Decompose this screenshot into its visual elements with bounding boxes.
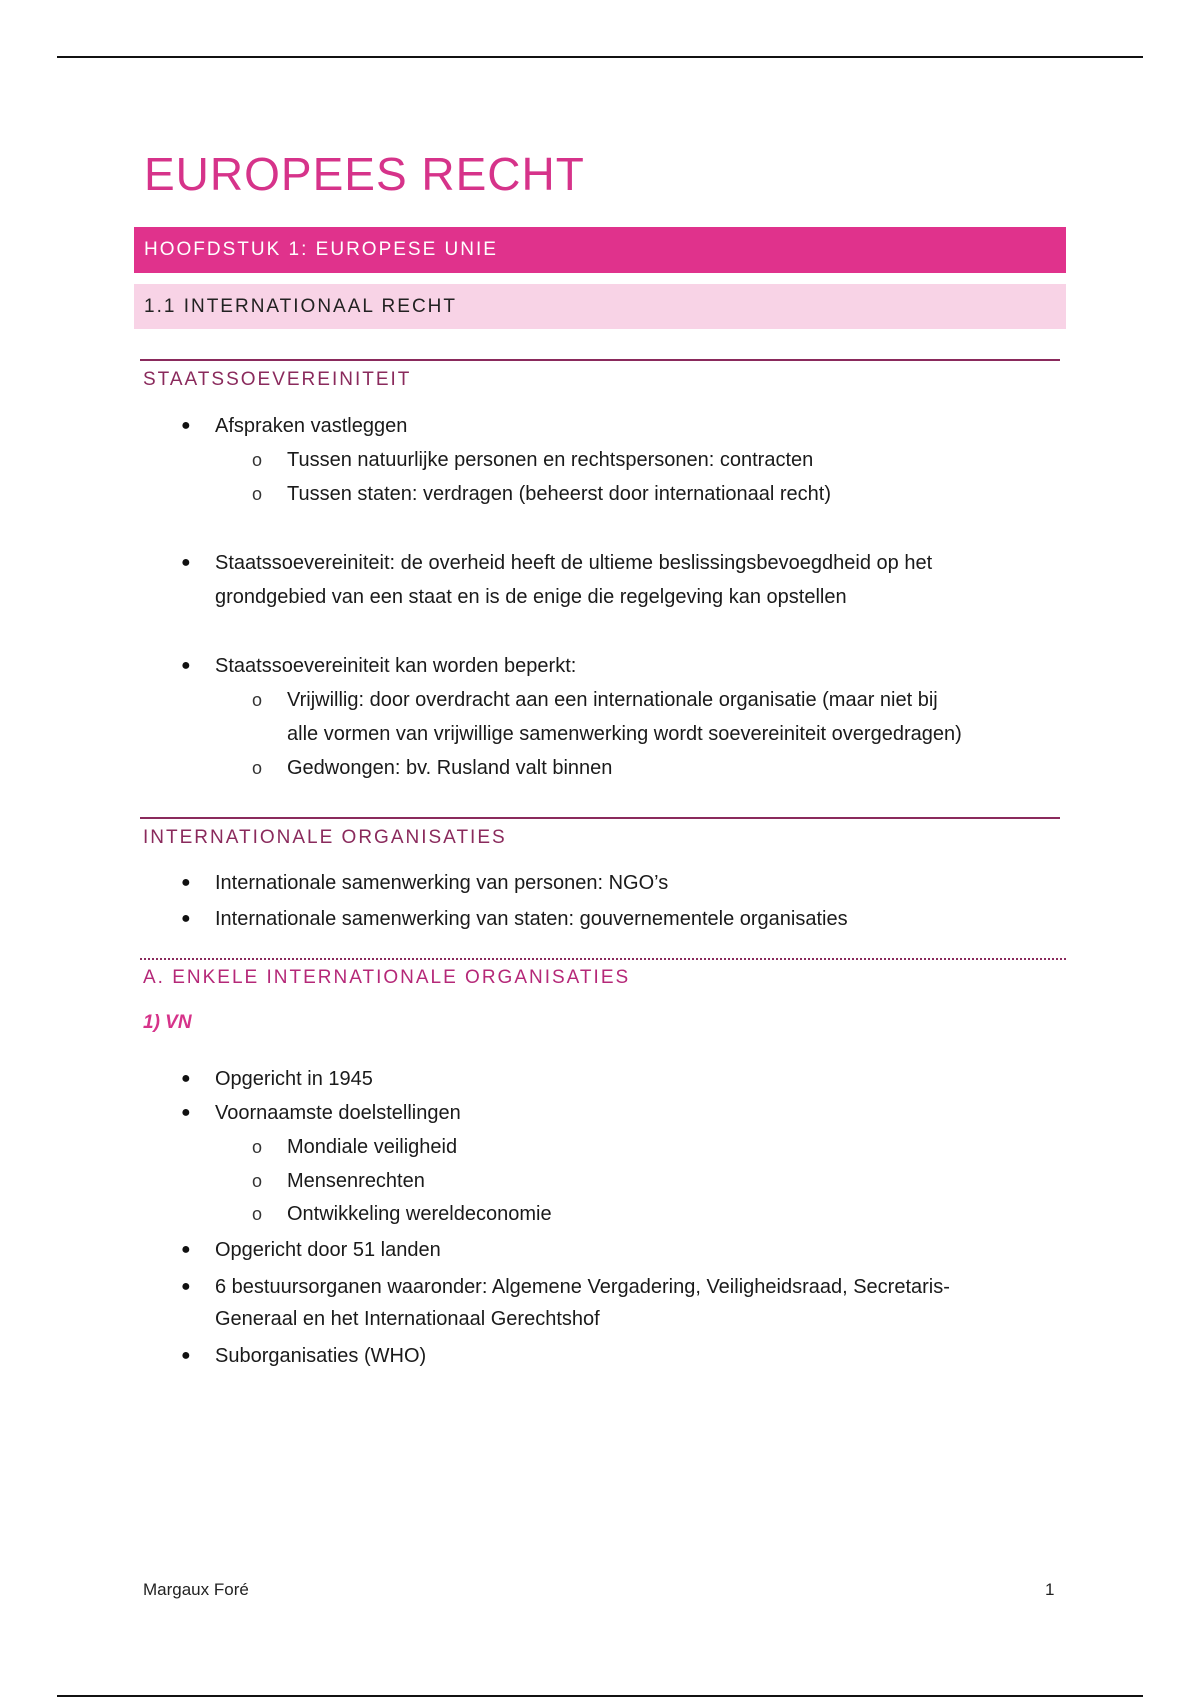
list-item: Tussen natuurlijke personen en rechtspersonen: contracten — [287, 449, 814, 471]
list-item: Opgericht in 1945 — [215, 1068, 373, 1090]
footer-author: Margaux Foré — [143, 1580, 249, 1599]
list-item: Opgericht door 51 landen — [215, 1239, 441, 1261]
subsection-rule — [140, 817, 1060, 819]
list-item: Tussen staten: verdragen (beheerst door internationaal recht) — [287, 483, 832, 505]
list-item-continuation: Generaal en het Internationaal Gerechtshof — [215, 1308, 600, 1330]
circle-bullet-icon: o — [252, 1204, 263, 1224]
bullet-icon: ● — [181, 657, 191, 674]
bullet-icon: ● — [181, 1070, 191, 1087]
list-item: Internationale samenwerking van staten: gouvernementele organisaties — [215, 908, 848, 930]
list-item: Gedwongen: bv. Rusland valt binnen — [287, 757, 613, 779]
list-item: Mensenrechten — [287, 1170, 425, 1192]
page-top-rule — [57, 56, 1143, 58]
subsection-heading-staatssoevereiniteit: STAATSSOEVEREINITEIT — [143, 369, 412, 390]
section-heading: 1.1 INTERNATIONAAL RECHT — [134, 284, 1066, 329]
subsubsection-heading-vn: 1) VN — [143, 1012, 192, 1033]
circle-bullet-icon: o — [252, 450, 263, 470]
chapter-heading: HOOFDSTUK 1: EUROPESE UNIE — [134, 227, 1066, 273]
subsection-dotted-rule — [140, 958, 1066, 960]
bullet-icon: ● — [181, 1104, 191, 1121]
list-item: Suborganisaties (WHO) — [215, 1345, 427, 1367]
list-item-continuation: alle vormen van vrijwillige samenwerking wordt soevereiniteit overgedragen) — [287, 723, 962, 745]
bullet-icon: ● — [181, 1278, 191, 1295]
bullet-icon: ● — [181, 1347, 191, 1364]
circle-bullet-icon: o — [252, 484, 263, 504]
list-item: Staatssoevereiniteit kan worden beperkt: — [215, 655, 577, 677]
footer-page-number: 1 — [1045, 1580, 1055, 1599]
subsection-rule — [140, 359, 1060, 361]
list-item: Mondiale veiligheid — [287, 1136, 458, 1158]
list-item: Staatssoevereiniteit: de overheid heeft de ultieme beslissingsbevoegdheid op het — [215, 552, 933, 574]
list-item: 6 bestuursorganen waaronder: Algemene Vergadering, Veiligheidsraad, Secretaris- — [215, 1276, 950, 1298]
bullet-icon: ● — [181, 1241, 191, 1258]
circle-bullet-icon: o — [252, 1137, 263, 1157]
list-item: Ontwikkeling wereldeconomie — [287, 1203, 552, 1225]
list-item-continuation: grondgebied van een staat en is de enige die regelgeving kan opstellen — [215, 586, 847, 608]
circle-bullet-icon: o — [252, 690, 263, 710]
document-title: EUROPEES RECHT — [144, 148, 585, 200]
circle-bullet-icon: o — [252, 1171, 263, 1191]
circle-bullet-icon: o — [252, 758, 263, 778]
list-item: Voornaamste doelstellingen — [215, 1102, 461, 1124]
page-bottom-rule — [57, 1695, 1143, 1697]
list-item: Internationale samenwerking van personen: NGO’s — [215, 872, 669, 894]
list-item: Afspraken vastleggen — [215, 415, 408, 437]
list-item: Vrijwillig: door overdracht aan een internationale organisatie (maar niet bij — [287, 689, 938, 711]
bullet-icon: ● — [181, 910, 191, 927]
bullet-icon: ● — [181, 554, 191, 571]
subsection-heading-organisaties: INTERNATIONALE ORGANISATIES — [143, 827, 507, 848]
subsection-heading-enkele: A. ENKELE INTERNATIONALE ORGANISATIES — [143, 967, 631, 988]
bullet-icon: ● — [181, 874, 191, 891]
bullet-icon: ● — [181, 417, 191, 434]
